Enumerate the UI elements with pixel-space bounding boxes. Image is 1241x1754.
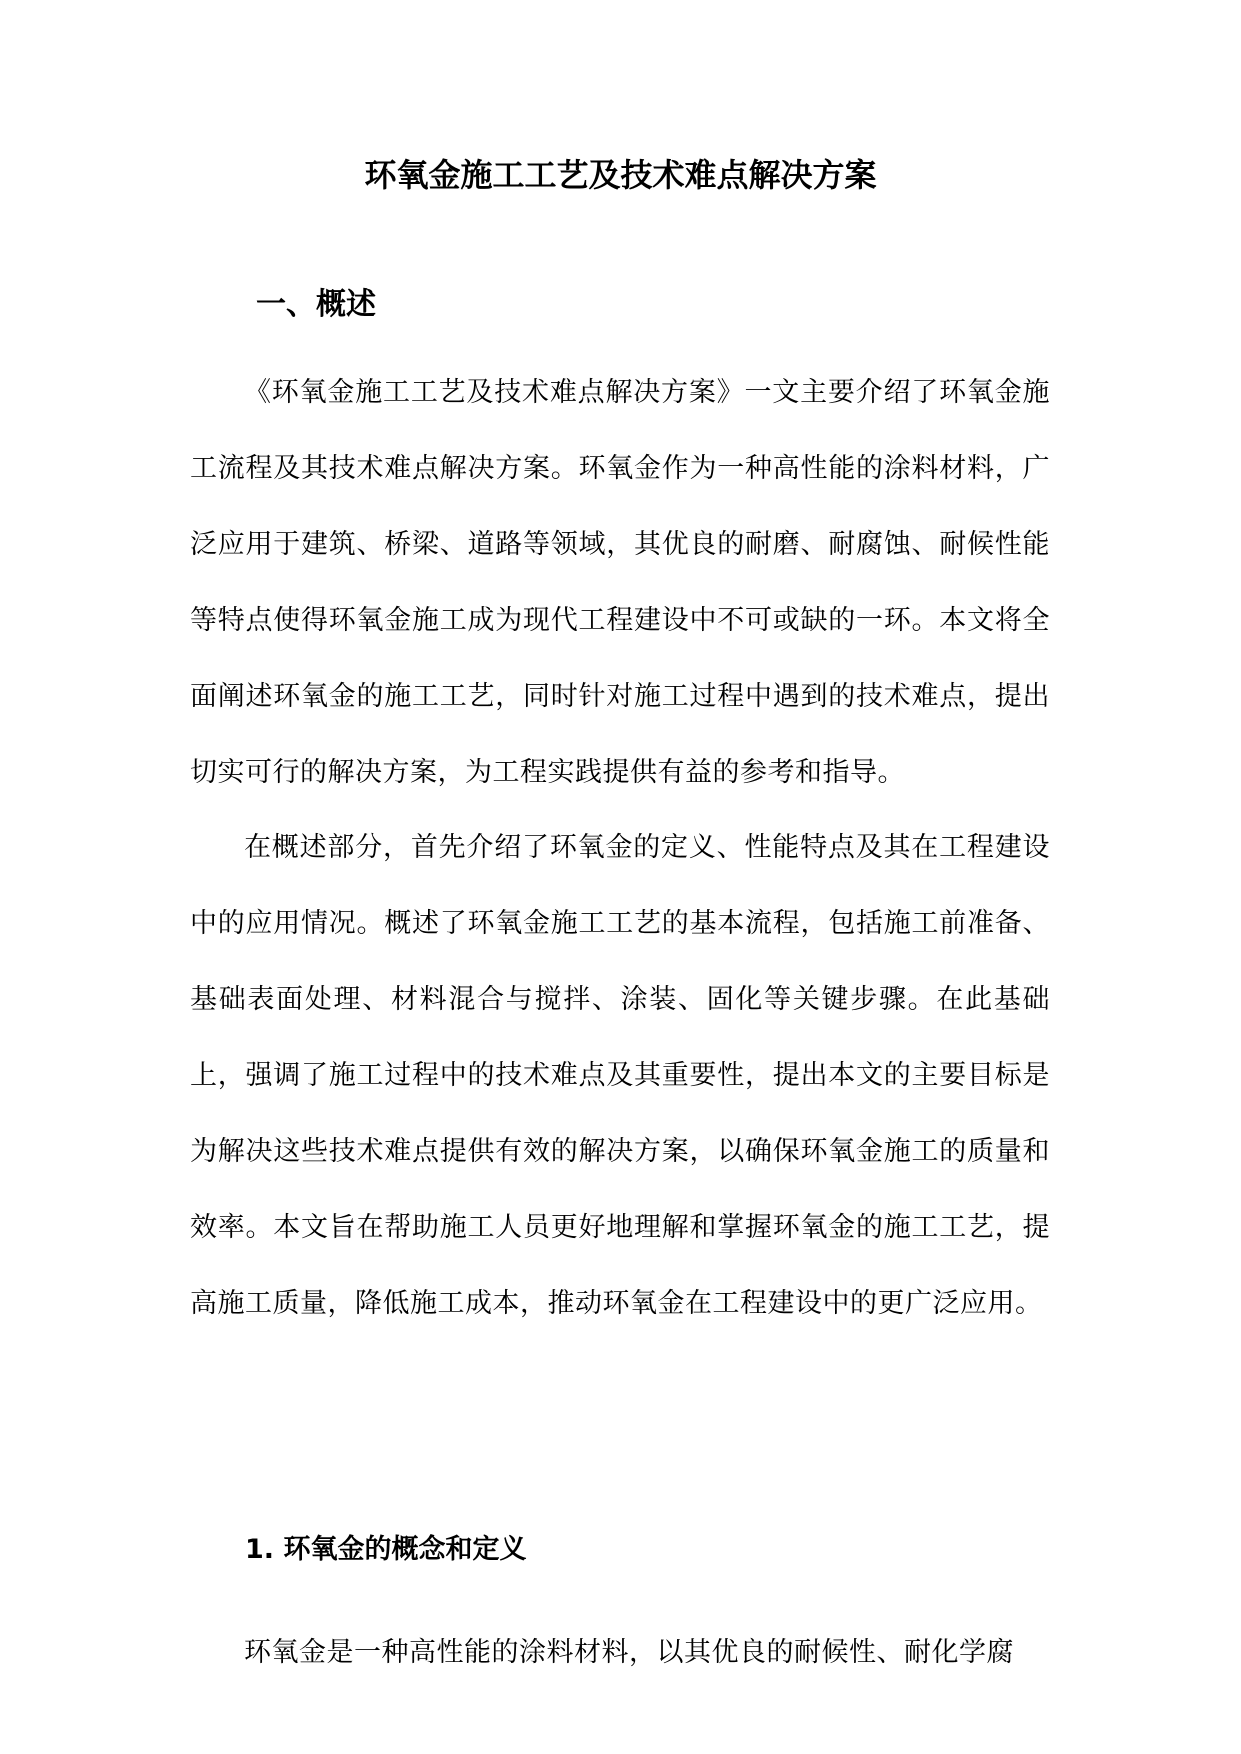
section-heading-overview: 一、概述 [256,287,376,322]
subsection-heading-concept: 1. 环氧金的概念和定义 [245,1534,527,1565]
overview-paragraph-2: 在概述部分，首先介绍了环氧金的定义、性能特点及其在工程建设中的应用情况。概述了环氧金施工工艺的基本流程，包括施工前准备、基础表面处理、材料混合与搅拌、涂装、固化等关键步骤。在此基础上，强调了施工过程中的技术难点及其重要性，提出本文的主要目标是为解决这些技术难点提供有效的解决方案，以确保环氧金施工的质量和效率。本文旨在帮助施工人员更好地理解和掌握环氧金的施工工艺，提高施工质量，降低施工成本，推动环氧金在工程建设中的更广泛应用。 [190,832,1050,1319]
concept-paragraph: 环氧金是一种高性能的涂料材料，以其优良的耐候性、耐化学腐 [244,1637,1014,1668]
document-title: 环氧金施工工艺及技术难点解决方案 [364,156,877,194]
overview-paragraph-1: 《环氧金施工工艺及技术难点解决方案》一文主要介绍了环氧金施工流程及其技术难点解决方案。环氧金作为一种高性能的涂料材料，广泛应用于建筑、桥梁、道路等领域，其优良的耐磨、耐腐蚀、耐候性能等特点使得环氧金施工成为现代工程建设中不可或缺的一环。本文将全面阐述环氧金的施工工艺，同时针对施工过程中遇到的技术难点，提出切实可行的解决方案，为工程实践提供有益的参考和指导。 [190,377,1050,788]
